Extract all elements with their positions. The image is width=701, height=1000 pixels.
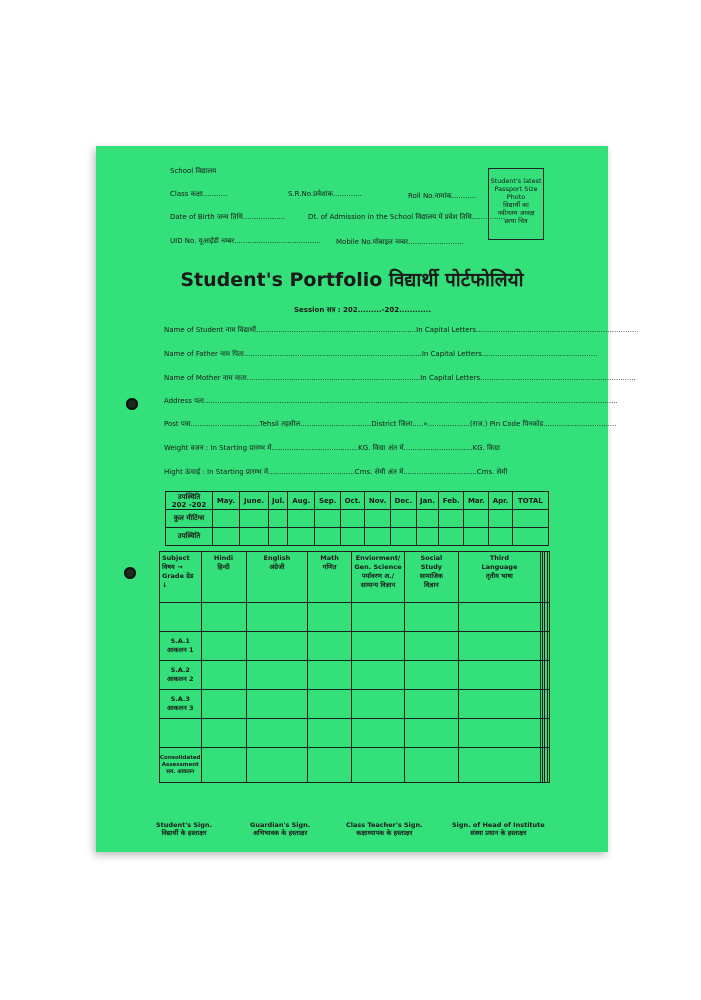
signature-label: Sign. of Head of Institute [452, 821, 545, 829]
father-name-field: Name of Father नाम पिता................................................................................In Capital Letters.................................................... [164, 350, 598, 358]
signature-label-hindi: संस्था प्रधान के हस्ताक्षर [470, 829, 527, 837]
school-field: School विद्यालय [170, 167, 217, 175]
guardian-signature [250, 821, 310, 837]
subject-name: Language [481, 563, 518, 571]
attendance-table [165, 491, 549, 546]
grade-row-label [160, 690, 202, 719]
signature-label-hindi: अभिभावक के हस्ताक्षर [252, 829, 308, 837]
month-header: Dec. [390, 492, 416, 510]
admission-date-field: Dt. of Admission in the School विद्यालय में प्रवेश तिथि............... [308, 213, 506, 221]
mobile-field: Mobile No.मोबाइल नम्बर......................... [336, 238, 464, 246]
month-header: Nov. [365, 492, 391, 510]
dob-field: Date of Birth जन्म तिथि................... [170, 213, 286, 221]
session-field: Session सत्र : 202.........-202............ [294, 306, 431, 314]
subject-name: Social [420, 554, 443, 562]
photo-caption: Photo [506, 193, 526, 201]
uid-field: UID No. यूआईडी नम्बर....................................... [170, 237, 321, 245]
grade-row-code: S.A.2 [170, 666, 190, 674]
student-signature [156, 821, 212, 837]
attendance-row-label: उपस्थिति [166, 528, 213, 546]
grade-row-hindi: सम. आकलन [166, 768, 195, 775]
punch-hole [126, 398, 138, 410]
subject-header-social-study [404, 552, 458, 603]
grade-row-hindi: आकलन 1 [167, 646, 194, 654]
signature-label-hindi: कक्षाध्यापक के हस्ताक्षर [356, 829, 413, 837]
post-field: Post पत्रा...............................Tehsil तहसील................................District जिला.....»...................(राज.) Pin Code पिनकोड................................. [164, 420, 617, 428]
month-header: Mar. [464, 492, 489, 510]
grade-row-code: Assessment [161, 761, 199, 768]
subject-name-hindi: तृतीय भाषा [486, 572, 513, 580]
grade-row-code: S.A.1 [170, 637, 190, 645]
subject-header-third-language [458, 552, 540, 603]
address-field: Address पता.......................................................................................................................................................................................... [164, 397, 618, 405]
attendance-corner-years: 202 -202 [171, 500, 207, 509]
grade-row-label [160, 632, 202, 661]
mother-name-field: Name of Mother नाम माता..............................................................................In Capital Letters...................................................................... [164, 374, 636, 382]
photo-caption: नवीनतम आवक्ष [497, 209, 535, 217]
month-header: Apr. [489, 492, 512, 510]
signature-label: Guardian's Sign. [250, 821, 311, 829]
subject-name-hindi: हिन्दी [217, 563, 230, 571]
subject-header-environment [351, 552, 404, 603]
subject-name: Third [489, 554, 509, 562]
page-title: Student's Portfolio विद्यार्थी पोर्टफोलियो [180, 269, 524, 291]
attendance-corner [166, 492, 213, 510]
subject-name: English [263, 554, 291, 562]
subject-header-english [246, 552, 308, 603]
class-teacher-signature [346, 821, 423, 837]
grade-row-label [160, 661, 202, 690]
subject-name: Enviorment/ [355, 554, 401, 562]
month-header: June. [239, 492, 268, 510]
subject-name-hindi: गणित [322, 563, 337, 571]
photo-box [488, 168, 544, 240]
grades-corner-line: विषय → [162, 563, 183, 571]
grade-row-code: Consolidated [160, 754, 201, 761]
attendance-row-label: कुल मीटिंग्स [166, 510, 213, 528]
subject-name-hindi: अंग्रेजी [269, 563, 285, 571]
grades-corner-line: Grade ग्रेड [162, 572, 194, 580]
sr-no-field: S.R.No.प्रवेशांक............. [288, 190, 362, 198]
signature-label: Class Teacher's Sign. [346, 821, 423, 829]
grades-corner [160, 552, 202, 603]
subject-name: Study [420, 563, 443, 571]
month-header: Jan. [416, 492, 438, 510]
subject-header-math [308, 552, 352, 603]
subject-name: Gen. Science [354, 563, 402, 571]
photo-caption: Passport Size [494, 185, 538, 193]
signature-label-hindi: विद्यार्थी के हस्ताक्षर [161, 829, 207, 837]
grade-row-hindi: आकलन 3 [167, 704, 194, 712]
attendance-corner-label: उपस्थिति [177, 492, 201, 501]
photo-caption: छाया चित्र [504, 217, 528, 225]
class-field: Class कक्षा........... [170, 190, 228, 198]
month-header: May. [213, 492, 240, 510]
photo-caption: Student's latest [490, 177, 542, 185]
subject-name-hindi: सामाजिक [419, 572, 443, 580]
month-header: Oct. [341, 492, 365, 510]
month-header: Jul. [269, 492, 288, 510]
roll-no-field: Roll No.नामांक........... [408, 192, 477, 200]
photo-caption: विद्यार्थी का [503, 201, 529, 209]
subject-name-hindi: विज्ञान [423, 581, 439, 589]
month-header: Sep. [315, 492, 341, 510]
grades-corner-line: Subject [162, 554, 190, 562]
month-header: Aug. [288, 492, 315, 510]
punch-hole [124, 567, 136, 579]
signature-label: Student's Sign. [156, 821, 212, 829]
subject-name-hindi: सामान्य विज्ञान [360, 581, 396, 589]
weight-field: Weight वजन : In Starting प्रारम्भ में.......................................KG. किग्रा अंत में...............................KG. किग्रा [164, 444, 500, 452]
subject-name: Hindi [213, 554, 234, 562]
subject-header-hindi [201, 552, 246, 603]
portfolio-sheet [96, 146, 639, 852]
subject-name: Math [320, 554, 339, 562]
grade-row-label-consolidated [160, 748, 202, 783]
head-of-institute-signature [452, 821, 545, 837]
grade-row-hindi: आकलन 2 [167, 675, 194, 683]
month-header: Feb. [439, 492, 464, 510]
month-header: TOTAL [512, 492, 548, 510]
subject-name-hindi: पर्यावरण अ./ [361, 572, 395, 580]
grade-row-code: S.A.3 [170, 695, 190, 703]
student-name-field: Name of Student नाम विद्यार्थी........................................................................In Capital Letters......................................................................... [164, 326, 639, 334]
grades-table [159, 551, 550, 783]
height-field: Hight ऊंचाई : In Starting प्रारम्भ में.......................................Cms. सेमी अंत में.................................Cms. सेमी [164, 468, 508, 476]
grades-corner-line: ↓ [162, 581, 168, 589]
